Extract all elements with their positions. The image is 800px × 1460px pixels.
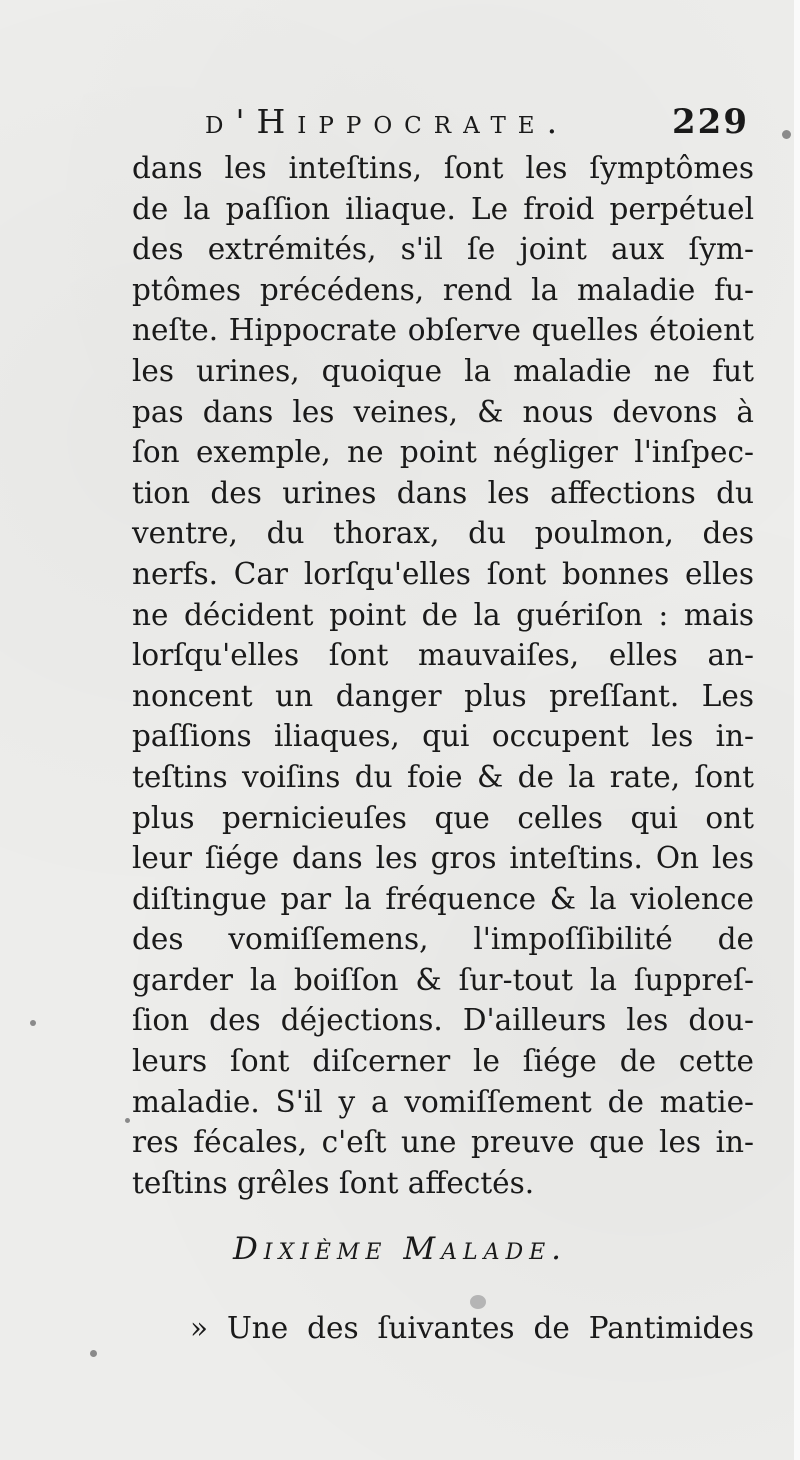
- section-heading: Dixième Malade.: [232, 1231, 568, 1267]
- paper-speck: [90, 1350, 97, 1357]
- text-line: ſon exemple, ne point négliger l'inſpec-: [132, 435, 754, 470]
- text-line: des extrémités, s'il ſe joint aux ſym-: [132, 232, 754, 267]
- text-line: diſtingue par la fréquence & la violence: [132, 881, 754, 916]
- text-line: tion des urines dans les affections du: [132, 475, 754, 510]
- text-line: ptômes précédens, rend la maladie fu-: [132, 272, 754, 307]
- text-line: neſte. Hippocrate obſerve quelles étoient: [132, 313, 754, 348]
- text-line: de la paſſion iliaque. Le froid perpétuel: [132, 191, 754, 226]
- body-text: [132, 148, 754, 1203]
- text-line: pas dans les veines, & nous devons à: [132, 394, 754, 429]
- text-line: garder la boiſſon & ſur-tout la ſuppreſ-: [132, 962, 754, 997]
- text-line: teſtins voiſins du foie & de la rate, ſont: [132, 759, 754, 794]
- text-line-last: teſtins grêles ſont affectés.: [132, 1165, 535, 1200]
- paper-speck: [125, 1118, 130, 1123]
- text-line: plus pernicieuſes que celles qui ont: [132, 800, 754, 835]
- text-line: res fécales, c'eſt une preuve que les in-: [132, 1125, 754, 1160]
- paper-speck: [470, 1295, 486, 1309]
- text-line: leurs ſont diſcerner le ſiége de cette: [132, 1044, 754, 1079]
- text-line: paſſions iliaques, qui occupent les in-: [132, 719, 754, 754]
- text-line: ne décident point de la guériſon : mais: [132, 597, 754, 632]
- paper-speck: [782, 130, 791, 139]
- text-line: ventre, du thorax, du poulmon, des: [132, 516, 754, 551]
- page-number: 229: [672, 102, 749, 142]
- text-line: ſion des déjections. D'ailleurs les dou-: [132, 1003, 754, 1038]
- text-line: noncent un danger plus preſſant. Les: [132, 678, 754, 713]
- text-line: dans les inteſtins, ſont les ſymptômes: [132, 151, 754, 185]
- text-line: lorſqu'elles ſont mauvaiſes, elles an-: [132, 638, 754, 673]
- text-line: leur ſiége dans les gros inteſtins. On les: [132, 841, 754, 876]
- text-line: nerfs. Car lorſqu'elles ſont bonnes elles: [132, 556, 754, 591]
- section-opening-line: » Une des ſuivantes de Pantimides: [190, 1311, 754, 1345]
- text-line: les urines, quoique la maladie ne fut: [132, 353, 754, 388]
- text-line: maladie. S'il y a vomiſſement de matie-: [132, 1084, 754, 1119]
- running-head: d'Hippocrate.: [205, 102, 570, 141]
- text-line: des vomiſſemens, l'impoſſibilité de: [132, 922, 754, 957]
- paper-speck: [30, 1020, 36, 1026]
